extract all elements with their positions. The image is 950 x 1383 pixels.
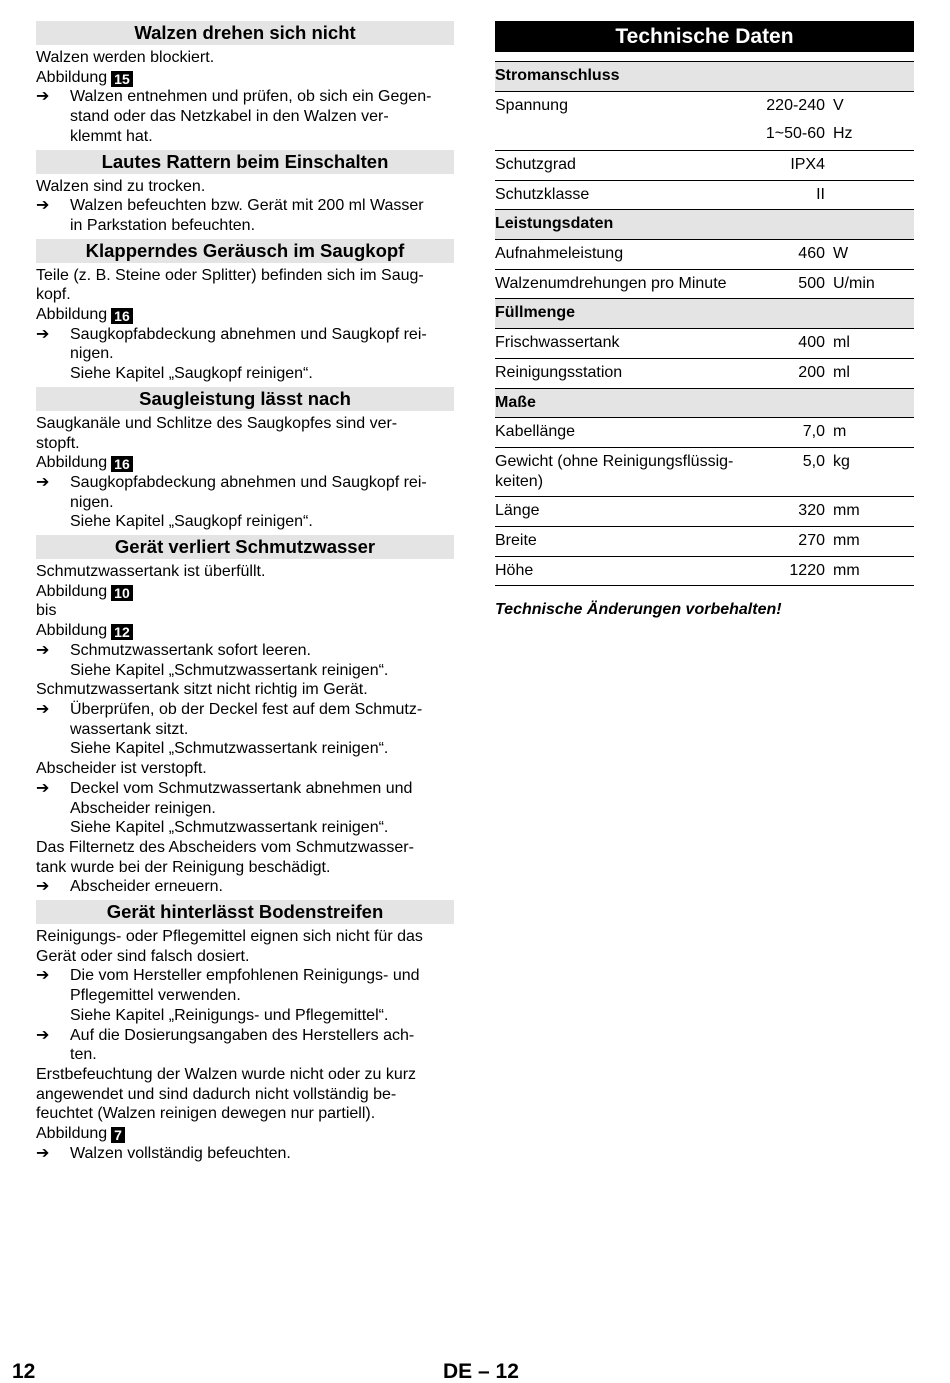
row-label: Reinigungsstation: [495, 363, 623, 381]
section-heading: Gerät verliert Schmutzwasser: [36, 535, 454, 559]
row-value: 270: [798, 532, 825, 550]
row-label: Spannung: [495, 96, 568, 114]
arrow-icon: ➔: [36, 700, 50, 718]
body-text: Erstbefeuchtung der Walzen wurde nicht oder zu kurz: [36, 1065, 417, 1083]
body-text: Teile (z. B. Steine oder Splitter) befinden sich im Saug-: [36, 266, 424, 284]
action-step: [36, 877, 454, 897]
arrow-icon: ➔: [36, 473, 50, 491]
step-text: Pflegemittel verwenden.: [70, 987, 241, 1005]
body-text: tank wurde bei der Reinigung beschädigt.: [36, 858, 331, 876]
body-text: Das Filternetz des Abscheiders vom Schmutzwasser-: [36, 838, 414, 856]
page-label: DE – 12: [443, 1360, 519, 1383]
row-label: Höhe: [495, 561, 534, 579]
row-unit: mm: [833, 502, 860, 520]
step-text: stand oder das Netzkabel in den Walzen ver-: [70, 108, 389, 126]
step-text: Auf die Dosierungsangaben des Herstellers ach-: [70, 1026, 415, 1044]
figure-reference: [36, 582, 454, 602]
figure-reference: [36, 1124, 454, 1144]
figure-number-badge: 12: [111, 624, 133, 640]
arrow-icon: ➔: [36, 878, 50, 896]
section-heading: Lautes Rattern beim Einschalten: [36, 150, 454, 174]
step-text: Überprüfen, ob der Deckel fest auf dem Schmutz-: [70, 700, 423, 718]
step-text: in Parkstation befeuchten.: [70, 216, 256, 234]
step-text: Schmutzwassertank sofort leeren.: [70, 641, 311, 659]
action-step: [36, 641, 454, 680]
group-label: Leistungsdaten: [495, 215, 614, 233]
row-value: IPX4: [790, 155, 825, 173]
figure-reference: [36, 68, 454, 88]
row-unit: V: [833, 96, 844, 114]
arrow-icon: ➔: [36, 641, 50, 659]
action-step: [36, 325, 454, 384]
body-text: Abscheider ist verstopft.: [36, 760, 207, 778]
row-value: II: [816, 185, 825, 203]
row-unit: ml: [833, 334, 850, 352]
row-unit: ml: [833, 363, 850, 381]
body-text: Saugkanäle und Schlitze des Saugkopfes sind ver-: [36, 414, 398, 432]
table-row: [495, 91, 914, 121]
action-step: [36, 966, 454, 1025]
table-row: [495, 269, 914, 299]
row-label: Kabellänge: [495, 423, 576, 441]
group-label: Stromanschluss: [495, 67, 620, 84]
row-label: Länge: [495, 502, 540, 520]
step-text: Siehe Kapitel „Reinigungs- und Pflegemittel“.: [70, 1006, 389, 1024]
table-row: [495, 120, 914, 150]
figure-label: Abbildung: [36, 1125, 108, 1143]
action-step: [36, 700, 454, 759]
action-step: [36, 1144, 454, 1164]
section-heading: Walzen drehen sich nicht: [36, 21, 454, 45]
arrow-icon: ➔: [36, 1144, 50, 1162]
step-text: Siehe Kapitel „Saugkopf reinigen“.: [70, 365, 313, 383]
row-unit: mm: [833, 561, 860, 579]
step-text: Siehe Kapitel „Schmutzwassertank reinigen“.: [70, 740, 389, 758]
row-label: Walzenumdrehungen pro Minute: [495, 274, 727, 292]
row-label: [495, 124, 755, 144]
step-text: nigen.: [70, 493, 114, 511]
figure-label: Abbildung: [36, 622, 108, 640]
step-text: Walzen vollständig befeuchten.: [70, 1144, 291, 1162]
figure-number-badge: 15: [111, 71, 133, 87]
step-text: Siehe Kapitel „Saugkopf reinigen“.: [70, 513, 313, 531]
row-unit: Hz: [833, 125, 853, 143]
step-text: Abscheider reinigen.: [70, 799, 216, 817]
step-text: Deckel vom Schmutzwassertank abnehmen und: [70, 779, 413, 797]
row-value: 7,0: [802, 423, 825, 441]
table-group-header: [495, 209, 914, 239]
table-row: [495, 496, 914, 526]
body-text: Gerät oder sind falsch dosiert.: [36, 947, 250, 965]
group-label: Füllmenge: [495, 304, 576, 322]
row-value: 220-240: [766, 96, 825, 114]
figure-reference: [36, 453, 454, 473]
figure-label: Abbildung: [36, 454, 108, 472]
row-label: Schutzgrad: [495, 155, 576, 173]
row-unit: U/min: [833, 274, 875, 292]
body-text: Walzen werden blockiert.: [36, 49, 215, 66]
step-text: nigen.: [70, 345, 114, 363]
section-heading: Klapperndes Geräusch im Saugkopf: [36, 239, 454, 263]
row-value: 400: [798, 334, 825, 352]
troubleshooting-column: [36, 21, 454, 1163]
table-row: [495, 447, 914, 496]
figure-reference: [36, 305, 454, 325]
step-text: klemmt hat.: [70, 127, 153, 145]
step-text: Walzen entnehmen und prüfen, ob sich ein Gegen-: [70, 88, 432, 106]
table-group-header: [495, 61, 914, 91]
step-text: Saugkopfabdeckung abnehmen und Saugkopf rei-: [70, 473, 427, 491]
table-row: [495, 358, 914, 388]
step-text: ten.: [70, 1046, 97, 1064]
figure-label: Abbildung: [36, 68, 108, 86]
row-value: 1220: [789, 561, 825, 579]
row-value: 200: [798, 363, 825, 381]
body-text: Schmutzwassertank sitzt nicht richtig im Gerät.: [36, 681, 368, 699]
table-row: [495, 150, 914, 180]
technical-data-title: Technische Daten: [495, 21, 914, 52]
technical-data-table: [495, 61, 914, 585]
action-step: [36, 196, 454, 235]
table-group-header: [495, 388, 914, 418]
table-row: [495, 556, 914, 586]
step-text: Walzen befeuchten bzw. Gerät mit 200 ml Wasser: [70, 197, 424, 215]
row-label: Gewicht (ohne Reinigungsflüssig- keiten): [495, 452, 734, 490]
row-value: 1~50-60: [765, 125, 825, 143]
arrow-icon: ➔: [36, 88, 50, 106]
step-text: Siehe Kapitel „Schmutzwassertank reinigen“.: [70, 819, 389, 837]
figure-number-badge: 16: [111, 308, 133, 324]
action-step: [36, 87, 454, 146]
technical-data-column: [495, 21, 914, 620]
row-unit: W: [833, 245, 849, 263]
arrow-icon: ➔: [36, 967, 50, 985]
page-number: 12: [12, 1360, 36, 1383]
action-step: [36, 1026, 454, 1065]
section-heading: Saugleistung lässt nach: [36, 387, 454, 411]
body-text: Reinigungs- oder Pflegemittel eignen sich nicht für das: [36, 928, 423, 946]
body-text: stopft.: [36, 434, 80, 452]
table-row: [495, 239, 914, 269]
step-text: wassertank sitzt.: [70, 720, 189, 738]
step-text: Siehe Kapitel „Schmutzwassertank reinigen“.: [70, 661, 389, 679]
action-step: [36, 473, 454, 532]
row-value: 5,0: [802, 452, 825, 470]
technical-changes-note: Technische Änderungen vorbehalten!: [495, 601, 782, 619]
step-text: Saugkopfabdeckung abnehmen und Saugkopf rei-: [70, 325, 427, 343]
body-text: Walzen sind zu trocken.: [36, 177, 206, 195]
arrow-icon: ➔: [36, 325, 50, 343]
row-value: 500: [798, 274, 825, 292]
table-row: [495, 417, 914, 447]
body-text: kopf.: [36, 286, 71, 304]
figure-reference: [36, 621, 454, 641]
row-unit: kg: [833, 452, 850, 470]
arrow-icon: ➔: [36, 1026, 50, 1044]
figure-number-badge: 7: [111, 1127, 125, 1143]
figure-number-badge: 10: [111, 585, 133, 601]
row-label: Breite: [495, 532, 537, 550]
body-text: Schmutzwassertank ist überfüllt.: [36, 563, 266, 581]
row-value: 460: [798, 245, 825, 263]
figure-label: Abbildung: [36, 306, 108, 324]
table-bottom-rule: [495, 585, 914, 586]
table-row: [495, 180, 914, 210]
body-text: bis: [36, 602, 57, 620]
section-heading: Gerät hinterlässt Bodenstreifen: [36, 900, 454, 924]
step-text: Abscheider erneuern.: [70, 878, 223, 896]
table-row: [495, 526, 914, 556]
arrow-icon: ➔: [36, 779, 50, 797]
row-label: Schutzklasse: [495, 185, 590, 203]
figure-label: Abbildung: [36, 582, 108, 600]
row-unit: mm: [833, 532, 860, 550]
row-unit: m: [833, 423, 847, 441]
group-label: Maße: [495, 393, 536, 411]
step-text: Die vom Hersteller empfohlenen Reinigungs- und: [70, 967, 420, 985]
table-group-header: [495, 298, 914, 328]
action-step: [36, 779, 454, 838]
row-value: 320: [798, 502, 825, 520]
row-label: Frischwassertank: [495, 334, 620, 352]
body-text: angewendet und sind dadurch nicht vollständig be-: [36, 1085, 397, 1103]
figure-number-badge: 16: [111, 456, 133, 472]
arrow-icon: ➔: [36, 197, 50, 215]
table-row: [495, 328, 914, 358]
row-label: Aufnahmeleistung: [495, 245, 624, 263]
body-text: feuchtet (Walzen reinigen dewegen nur partiell).: [36, 1105, 376, 1123]
